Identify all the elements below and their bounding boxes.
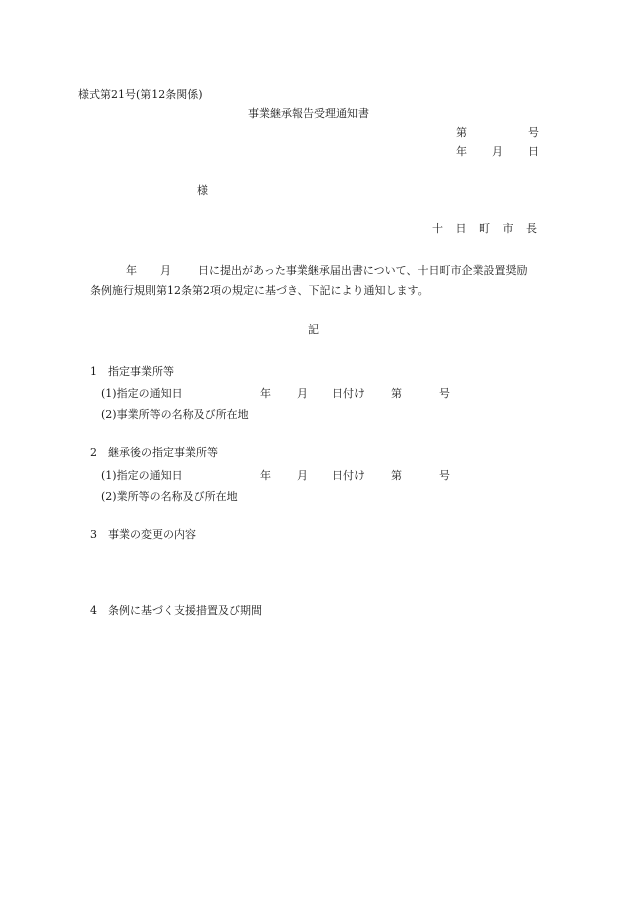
section-1-year-label: 年 (260, 387, 271, 400)
section-1-dated-label: 日付け (332, 387, 365, 400)
document-title: 事業継承報告受理通知書 (248, 107, 369, 120)
section-1-number-prefix: 第 (391, 387, 402, 400)
body-month-label: 月 (160, 264, 171, 277)
sender-char: 町 (479, 222, 491, 235)
section-2-notice-date-label: (1)指定の通知日 (101, 469, 183, 482)
sender-mayor (432, 222, 538, 236)
section-1-name-address-label: (2)事業所等の名称及び所在地 (101, 408, 249, 421)
ki-heading: 記 (308, 323, 319, 336)
section-2-number-suffix: 号 (439, 469, 450, 482)
document-number-suffix: 号 (528, 126, 539, 139)
sender-char: 日 (455, 222, 467, 235)
sender-char: 十 (432, 222, 444, 235)
section-1-title: 1 指定事業所等 (90, 365, 174, 378)
section-1-month-label: 月 (297, 387, 308, 400)
date-year-label: 年 (456, 145, 467, 158)
body-text-line-1: 日に提出があった事業継承届出書について、十日町市企業設置奨励 (198, 264, 528, 277)
addressee-honorific: 様 (197, 184, 208, 197)
section-2-dated-label: 日付け (332, 469, 365, 482)
form-number: 様式第21号(第12条関係) (78, 88, 203, 101)
section-2-year-label: 年 (260, 469, 271, 482)
section-2-name-address-label: (2)業所等の名称及び所在地 (101, 490, 238, 503)
sender-char: 長 (526, 222, 538, 235)
section-4-title: 4 条例に基づく支援措置及び期間 (90, 604, 262, 617)
section-2-number-prefix: 第 (391, 469, 402, 482)
body-year-label: 年 (126, 264, 137, 277)
section-3-title: 3 事業の変更の内容 (90, 528, 196, 541)
date-month-label: 月 (492, 145, 503, 158)
body-text-line-2: 条例施行規則第12条第2項の規定に基づき、下記により通知します。 (90, 284, 429, 297)
date-day-label: 日 (528, 145, 539, 158)
section-2-title: 2 継承後の指定事業所等 (90, 446, 218, 459)
document-number-prefix: 第 (456, 126, 467, 139)
section-1-notice-date-label: (1)指定の通知日 (101, 387, 183, 400)
section-2-month-label: 月 (297, 469, 308, 482)
sender-char: 市 (502, 222, 514, 235)
section-1-number-suffix: 号 (439, 387, 450, 400)
